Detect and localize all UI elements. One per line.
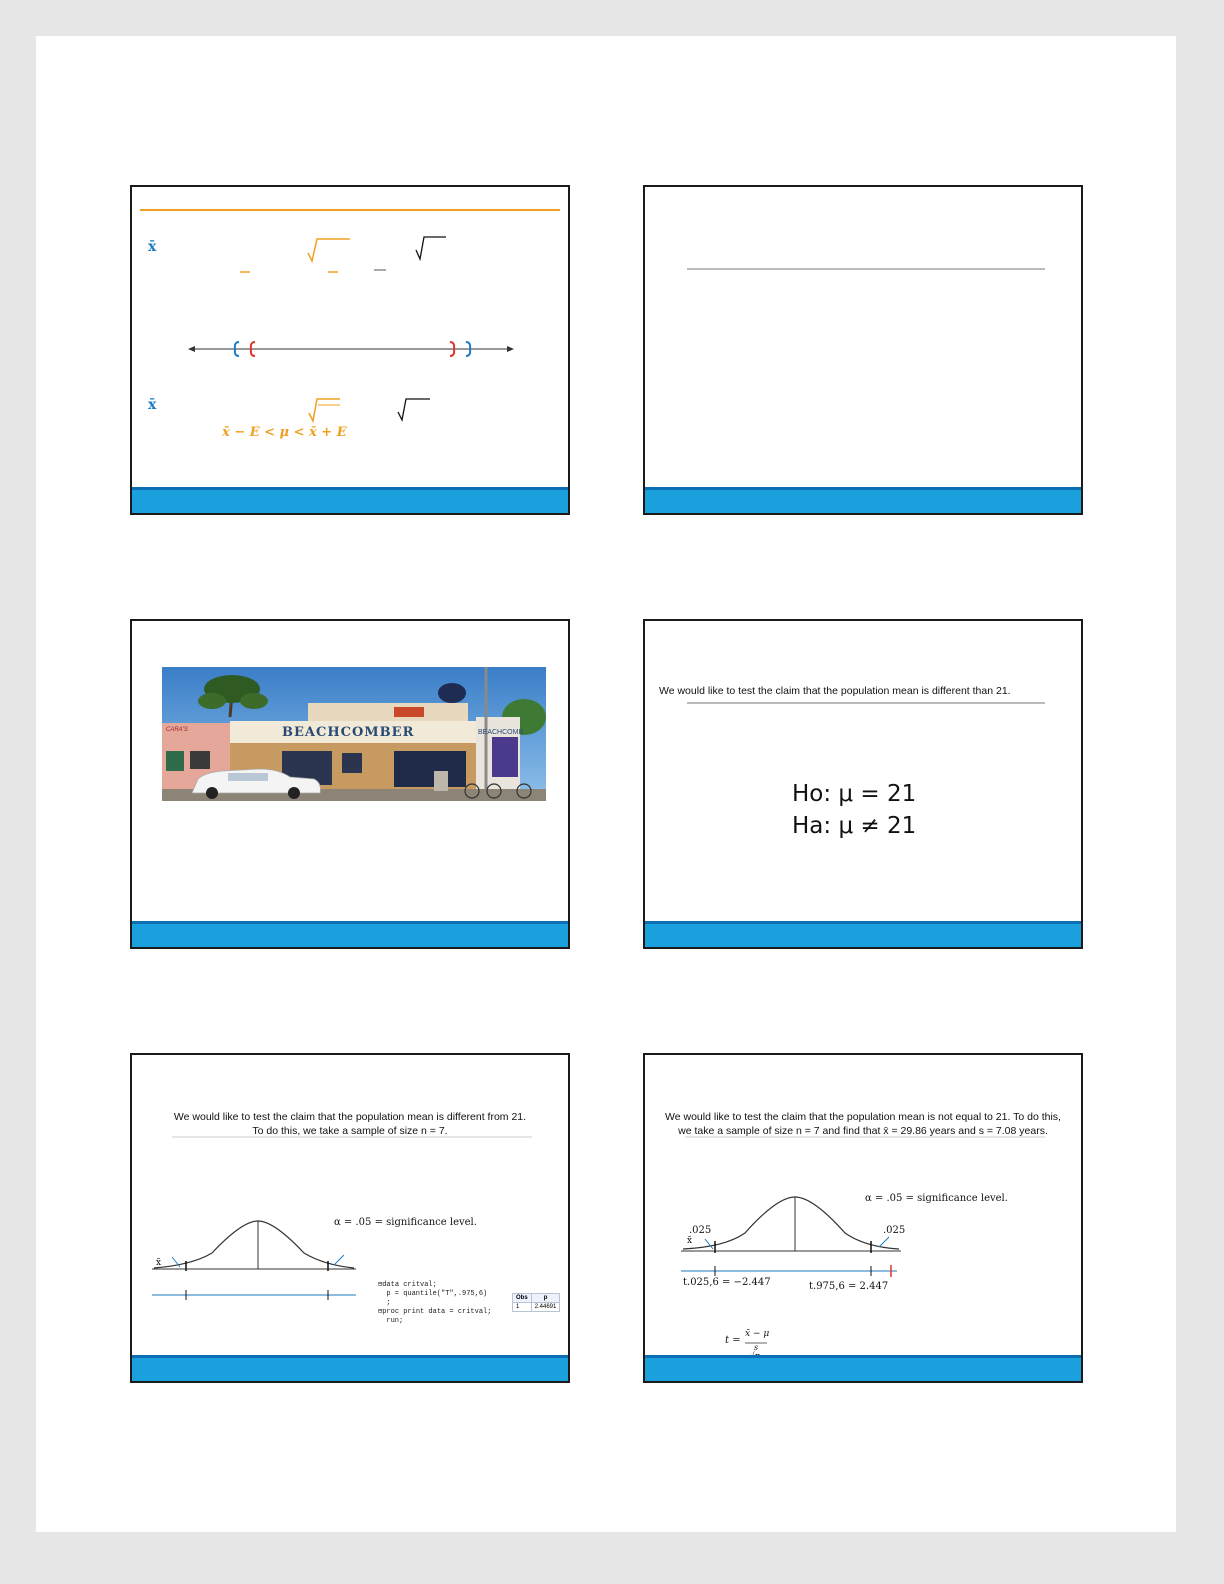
window (342, 753, 362, 773)
slide-footer-bar (132, 487, 568, 513)
window (394, 751, 466, 787)
upper-floor (308, 703, 468, 723)
arrow-right (507, 346, 514, 352)
sign-beachcomb-side: BEACHCOMB (478, 729, 524, 736)
slide-footer-bar (645, 921, 1081, 947)
sign-caras: CARA'S (166, 727, 188, 733)
xbar-label: x̄ (148, 239, 157, 255)
claim-line-2: To do this, we take a sample of size n = 7. (252, 1125, 448, 1137)
t-distribution-diagram (645, 1055, 1081, 1381)
output-table (512, 1293, 560, 1312)
slide-2 (643, 185, 1083, 515)
satellite-dish (438, 683, 466, 703)
table-header: p (531, 1294, 560, 1303)
sqrt-sign (416, 237, 446, 259)
formula-t: t = (725, 1335, 741, 1346)
sign-beachcomber: BEACHCOMBER (282, 725, 415, 740)
slide-1-confidence-interval (130, 185, 570, 515)
alpha-label: α = .05 = significance level. (865, 1193, 1008, 1204)
right-critical-value: t.975,6 = 2.447 (809, 1281, 889, 1292)
trash-bin (434, 771, 448, 791)
code-line: ; (378, 1299, 391, 1307)
table-row (513, 1303, 560, 1312)
confidence-interval-diagram (132, 187, 568, 513)
xbar-label: x̄ (156, 1258, 162, 1268)
bell-curve (154, 1221, 354, 1268)
car-wheel (288, 787, 300, 799)
xbar-label: x̄ (148, 397, 157, 413)
handout-page (36, 36, 1176, 1532)
slide-footer-bar (645, 1355, 1081, 1381)
claim-text: We would like to test the claim that the population mean is different than 21. (659, 685, 1011, 697)
slide-footer-bar (132, 1355, 568, 1381)
alternative-hypothesis: Ha: μ ≠ 21 (792, 813, 917, 839)
left-critical-value: t.025,6 = −2.447 (683, 1277, 771, 1288)
beachcomber-photo (132, 621, 568, 947)
sqrt-sign (398, 399, 430, 420)
slide-4-hypotheses (643, 619, 1083, 949)
code-line: p = quantile("T",.975,6) (378, 1290, 488, 1298)
right-tail-arrow (879, 1237, 889, 1247)
table-header: Obs (513, 1294, 532, 1303)
slide-footer-bar (132, 921, 568, 947)
slide-6-test-statistic (643, 1053, 1083, 1383)
sqrt-sign (308, 239, 350, 261)
left-tail-area: .025 (689, 1225, 712, 1236)
code-line: ⊟data critval; (378, 1281, 437, 1289)
left-tail-arrow (705, 1239, 713, 1249)
arrow-left (188, 346, 195, 352)
formula-s: s (754, 1343, 759, 1352)
claim-line-1: We would like to test the claim that the population mean is different from 21. (173, 1111, 527, 1123)
claim-line-2: we take a sample of size n = 7 and find that x̄ = 29.86 years and s = 7.08 years. (678, 1125, 1048, 1137)
formula-numerator: x̄ − μ (745, 1329, 770, 1339)
claim-line-1: We would like to test the claim that the population mean is not equal to 21. To do this, (665, 1111, 1061, 1123)
code-line: run; (378, 1317, 404, 1325)
right-tail-area: .025 (883, 1225, 906, 1236)
interval-inequality: x̄ − E < μ < x̄ + E (222, 425, 347, 440)
slide-5-critical-values (130, 1053, 570, 1383)
sas-code (378, 1281, 491, 1326)
code-line: ⊟proc print data = critval; (378, 1308, 492, 1316)
sqrt-sign (309, 399, 340, 421)
car-wheel (206, 787, 218, 799)
slide-3-photo (130, 619, 570, 949)
null-hypothesis: Ho: μ = 21 (792, 781, 917, 807)
alpha-label: α = .05 = significance level. (334, 1217, 477, 1228)
xbar-label: x̄ (687, 1236, 693, 1246)
table-cell: 2.44691 (531, 1303, 560, 1312)
right-tail-arrow (334, 1255, 344, 1265)
table-cell: 1 (513, 1303, 532, 1312)
slide-footer-bar (645, 487, 1081, 513)
